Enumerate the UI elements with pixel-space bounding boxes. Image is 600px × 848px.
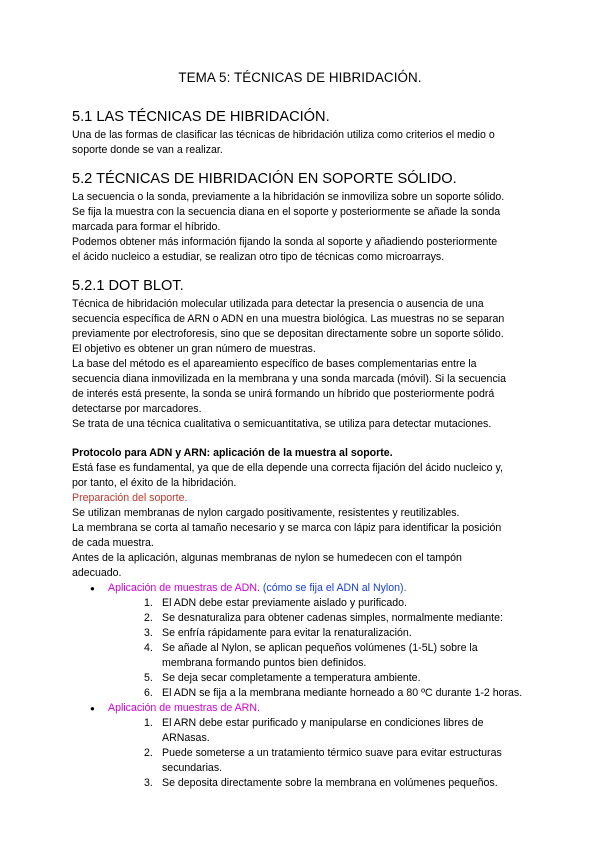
section-5-2-1-heading: 5.2.1 DOT BLOT. — [72, 278, 184, 294]
list-item: 2. Se desnaturaliza para obtener cadenas simples, normalmente mediante: — [144, 612, 503, 624]
section-5-1-line: soporte donde se van a realizar. — [72, 144, 223, 156]
list-item: 3. Se enfría rápidamente para evitar la renaturalización. — [144, 627, 412, 639]
section-5-1-heading: 5.1 LAS TÉCNICAS DE HIBRIDACIÓN. — [72, 109, 330, 125]
section-5-2-1-line: secuencia específica de ARN o ADN en una muestra biológica. Las muestras no se separan — [72, 313, 505, 325]
rna-steps-list — [108, 716, 528, 791]
support-preparation-line: La membrana se corta al tamaño necesario y se marca con lápiz para identificar la posición — [72, 522, 502, 534]
section-5-2-heading: 5.2 TÉCNICAS DE HIBRIDACIÓN EN SOPORTE SÓLIDO. — [72, 171, 457, 187]
protocol-intro-line: Está fase es fundamental, ya que de ella depende una correcta fijación del ácido nucleico y, — [72, 462, 503, 474]
support-preparation-line: adecuado. — [72, 567, 122, 579]
section-5-1-line: Una de las formas de clasificar las técnicas de hibridación utiliza como criterios el medio o — [72, 129, 495, 141]
section-5-2-1-line: detectarse por marcadores. — [72, 403, 202, 415]
list-item: 4. Se añade al Nylon, se aplican pequeños volúmenes (1-5L) sobre la membrana formando puntos bien definidos. — [144, 642, 478, 669]
dna-steps-list — [108, 596, 528, 701]
section-5-2-line: Se fija la muestra con la secuencia diana en el soporte y posteriormente se añade la sonda — [72, 206, 501, 218]
protocol-heading: Protocolo para ADN y ARN: aplicación de la muestra al soporte. — [72, 447, 393, 459]
protocol-intro-line: por tanto, el éxito de la hibridación. — [72, 477, 237, 489]
section-5-2 — [72, 170, 528, 265]
section-5-1 — [72, 108, 528, 158]
support-preparation-line: de cada muestra. — [72, 537, 154, 549]
list-item: 2. Puede someterse a un tratamiento térmico suave para evitar estructuras secundarias. — [144, 747, 502, 774]
section-5-2-line: marcada para formar el híbrido. — [72, 221, 221, 233]
dna-application-label: Aplicación de muestras de ADN. — [108, 582, 260, 594]
section-5-2-1-line: secuencia diana inmovilizada en la membrana y una sonda marcada (móvil). Si la secuencia — [72, 373, 506, 385]
rna-application-label: Aplicación de muestras de ARN. — [108, 702, 260, 714]
list-item: 3. Se deposita directamente sobre la membrana en volúmenes pequeños. — [144, 777, 498, 789]
dna-application-item — [90, 581, 528, 701]
section-5-2-1-line: El objetivo es obtener un gran número de muestras. — [72, 343, 316, 355]
section-5-2-1-line: La base del método es el apareamiento específico de bases complementarias entre la — [72, 358, 477, 370]
protocol-section — [72, 446, 528, 791]
support-preparation-line: Antes de la aplicación, algunas membranas de nylon se humedecen con el tampón — [72, 552, 462, 564]
section-5-2-line: el ácido nucleico a estudiar, se realizan otro tipo de técnicas como microarrays. — [72, 251, 445, 263]
section-5-2-1-line: Técnica de hibridación molecular utilizada para detectar la presencia o ausencia de una — [72, 298, 484, 310]
list-item: 1. El ADN debe estar previamente aislado y purificado. — [144, 597, 407, 609]
section-5-2-line: La secuencia o la sonda, previamente a la hibridación se inmoviliza sobre un soporte sólido. — [72, 191, 505, 203]
section-5-2-1-line: de interés está presente, la sonda se unirá formando un híbrido que posteriormente podrá — [72, 388, 495, 400]
support-preparation-line: Se utilizan membranas de nylon cargado positivamente, resistentes y reutilizables. — [72, 507, 460, 519]
section-5-2-1-line: Se trata de una técnica cualitativa o semicuantitativa, se utiliza para detectar mutaciones. — [72, 418, 492, 430]
rna-application-item — [90, 701, 528, 791]
support-preparation-label: Preparación del soporte. — [72, 492, 188, 504]
sample-application-list — [72, 581, 528, 791]
section-5-2-1-line: previamente por electroforesis, sino que se depositan directamente sobre un soporte sólido. — [72, 328, 504, 340]
dna-application-note: (cómo se fija el ADN al Nylon). — [262, 582, 407, 594]
list-item: 1. El ARN debe estar purificado y manipularse en condiciones libres de ARNasas. — [144, 717, 484, 744]
document-title: TEMA 5: TÉCNICAS DE HIBRIDACIÓN. — [178, 70, 422, 85]
list-item: 5. Se deja secar completamente a temperatura ambiente. — [144, 672, 421, 684]
section-5-2-line: Podemos obtener más información fijando la sonda al soporte y añadiendo posteriormente — [72, 236, 498, 248]
section-5-2-1 — [72, 277, 528, 432]
list-item: 6. El ADN se fija a la membrana mediante horneado a 80 ºC durante 1-2 horas. — [144, 687, 523, 699]
